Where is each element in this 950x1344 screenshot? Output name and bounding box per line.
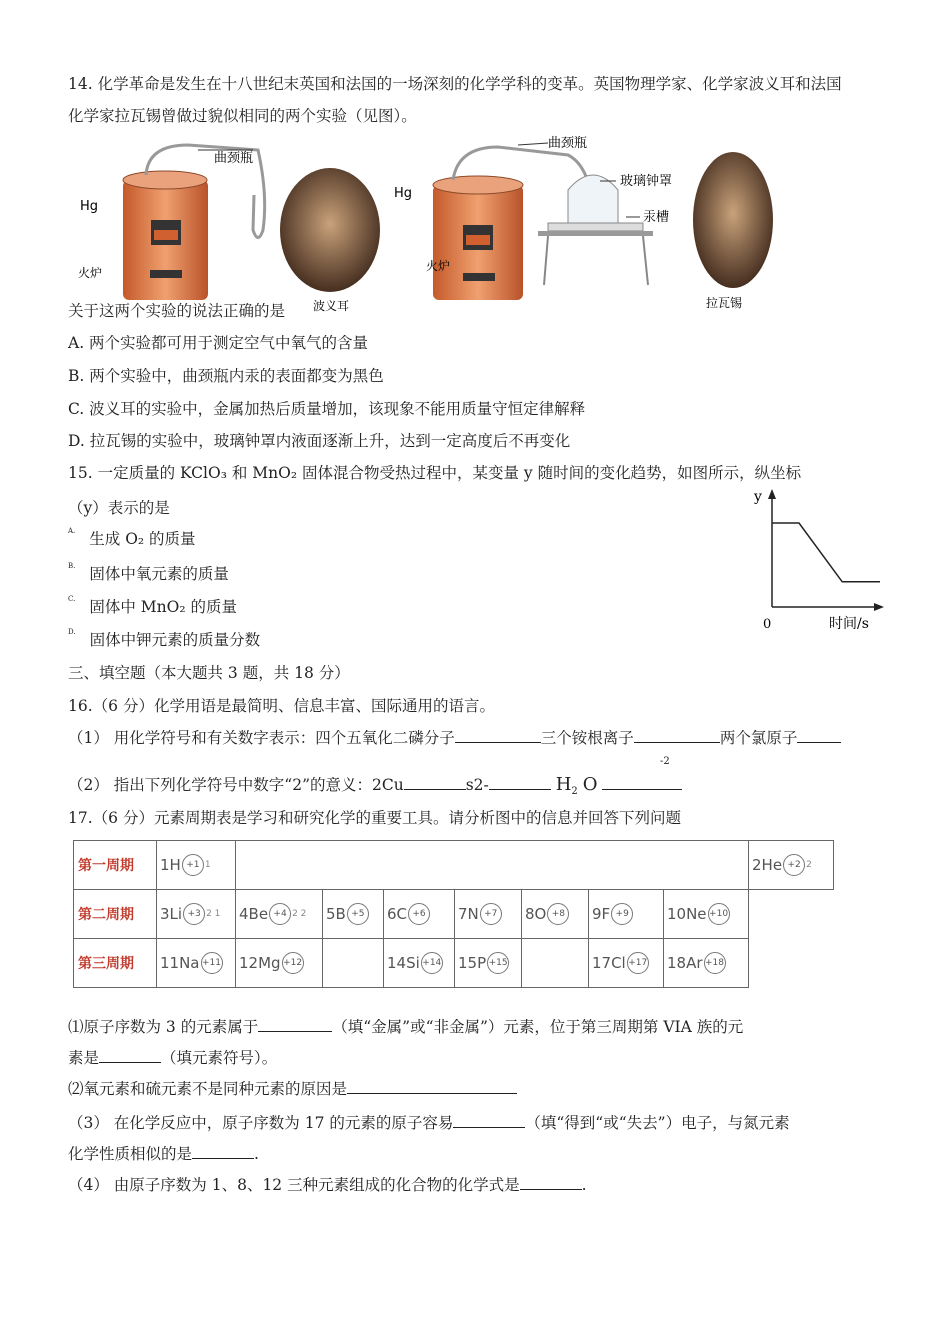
element-cell: 6C +6 — [384, 903, 454, 925]
left-person-label: 波义耳 — [313, 299, 350, 313]
q16-part1: （1） 用化学符号和有关数字表示：四个五氧化二磷分子 三个铵根离子 两个氯原子 — [68, 726, 841, 748]
answer-blank-formula[interactable] — [520, 1174, 582, 1190]
x-axis-label: 时间/s — [829, 616, 869, 632]
boyle-portrait — [280, 168, 380, 292]
periodic-table — [73, 840, 834, 988]
left-furnace-label: 火炉 — [78, 266, 103, 280]
answer-blank-p4o10[interactable] — [455, 727, 541, 743]
q15-stem-line1: 15. 一定质量的 KClO₃ 和 MnO₂ 固体混合物受热过程中，某变量 y 随时间的变化趋势，如图所示，纵坐标 — [68, 464, 802, 482]
element-cell: 5B +5 — [323, 903, 383, 925]
q15-graph — [745, 485, 890, 635]
answer-blank-s2[interactable] — [489, 774, 551, 790]
element-cell: 8O +8 — [522, 903, 588, 925]
q16-part2: （2） 指出下列化学符号中数字“2”的意义：2Cu s2- $H_2$ O — [68, 773, 682, 797]
mercury-trough — [548, 223, 643, 231]
y-axis-arrow — [768, 489, 776, 499]
empty-cell-13 — [323, 939, 384, 988]
element-cell: 11Na +11 — [160, 954, 221, 972]
answer-blank-element-symbol[interactable] — [99, 1047, 161, 1063]
right-bell-label: 玻璃钟罩 — [620, 174, 673, 189]
period-2-label: 第二周期 — [74, 890, 157, 939]
element-cell: 1H +1 1 — [160, 856, 211, 874]
empty-cell-16 — [522, 939, 589, 988]
period-1-row — [74, 841, 834, 890]
q15-option-a-letter: A. — [68, 527, 76, 535]
element-cell: 2He +2 2 — [752, 856, 812, 874]
answer-blank-metal[interactable] — [258, 1016, 332, 1032]
period-2-row — [74, 890, 834, 939]
period-3-label: 第三周期 — [74, 939, 157, 988]
element-cell: 7N +7 — [455, 903, 521, 925]
answer-blank-nh4[interactable] — [634, 727, 720, 743]
q16-stem: 16.（6 分）化学用语是最简明、信息丰富、国际通用的语言。 — [68, 697, 495, 715]
answer-blank-reason[interactable] — [347, 1078, 517, 1094]
lavoisier-portrait — [693, 152, 773, 288]
bell-jar — [568, 175, 618, 225]
q17-part4: （4） 由原子序数为 1、8、12 三种元素组成的化合物的化学式是 . — [68, 1176, 587, 1194]
q14-experiment-figure — [68, 135, 808, 320]
element-cell: 9F +9 — [589, 903, 663, 925]
q15-option-c[interactable]: $^{C.}$ 固体中 MnO₂ 的质量 — [68, 595, 237, 616]
q17-stem: 17.（6 分）元素周期表是学习和研究化学的重要工具。请分析图中的信息并回答下列问题 — [68, 809, 681, 827]
q14-option-b[interactable]: B. 两个实验中，曲颈瓶内汞的表面都变为黑色 — [68, 367, 384, 385]
q15-stem-line2: （y）表示的是 — [68, 499, 170, 517]
element-cell: 3Li +3 2 1 — [160, 905, 221, 923]
section-3-heading: 三、填空题（本大题共 3 题，共 18 分） — [68, 664, 350, 682]
q17-part2: ⑵氧元素和硫元素不是同种元素的原因是 — [68, 1077, 517, 1099]
q17-part3-line2: 化学性质相似的是 . — [68, 1145, 259, 1163]
period-1-gap — [236, 841, 749, 890]
q15-option-d-letter: D. — [68, 628, 76, 636]
y-axis-label: y — [754, 489, 762, 505]
answer-blank-2cu[interactable] — [404, 774, 466, 790]
q14-prompt: 关于这两个实验的说法正确的是 — [68, 302, 286, 320]
q17-part1-line1: ⑴原子序数为 3 的元素属于 （填“金属”或“非金属”）元素，位于第三周期第 VIA 族的元 — [68, 1018, 744, 1036]
q15-option-a[interactable]: $^{A.}$ 生成 O₂ 的质量 — [68, 527, 196, 548]
answer-blank-similar-element[interactable] — [192, 1143, 254, 1159]
q15-option-d[interactable]: $^{D.}$ 固体中钾元素的质量分数 — [68, 628, 261, 649]
y-series-line — [772, 523, 880, 582]
element-cell: 14Si +14 — [387, 954, 442, 972]
q14-stem-line2: 化学家拉瓦锡曾做过貌似相同的两个实验（见图）。 — [68, 107, 417, 125]
q14-stem-line1: 14. 化学革命是发生在十八世纪末英国和法国的一场深刻的化学学科的变革。英国物理学家、化学家波义耳和法国 — [68, 75, 842, 93]
element-cell: 15P +15 — [458, 954, 508, 972]
answer-blank-gain-lose[interactable] — [453, 1112, 525, 1128]
q14-option-c[interactable]: C. 波义耳的实验中，金属加热后质量增加，该现象不能用质量守恒定律解释 — [68, 400, 586, 418]
right-flask-label: 曲颈瓶 — [548, 136, 588, 151]
q16-superscript: -2 — [660, 756, 670, 767]
element-cell: 10Ne +10 — [667, 905, 729, 923]
q17-part3-line1: （3） 在化学反应中，原子序数为 17 的元素的原子容易 （填“得到“或“失去”）电子，与氮元素 — [68, 1114, 790, 1132]
answer-blank-h2o[interactable] — [602, 774, 682, 790]
right-hg-label: Hg — [394, 186, 413, 201]
element-cell: 12Mg +12 — [239, 954, 303, 972]
element-cell: 4Be +4 2 2 — [239, 905, 307, 923]
left-flask-label: 曲颈瓶 — [214, 151, 254, 166]
period-1-label: 第一周期 — [74, 841, 157, 890]
right-furnace-label: 火炉 — [426, 259, 451, 273]
q17-part1-line2: 素是 （填元素符号）。 — [68, 1049, 278, 1067]
q14-option-a[interactable]: A. 两个实验都可用于测定空气中氧气的含量 — [68, 334, 369, 352]
right-mercury-label: 汞槽 — [643, 210, 670, 225]
q14-option-d[interactable]: D. 拉瓦锡的实验中，玻璃钟罩内液面逐渐上升，达到一定高度后不再变化 — [68, 432, 571, 450]
origin-label: 0 — [763, 617, 772, 632]
answer-blank-cl[interactable] — [797, 727, 841, 743]
q15-option-b[interactable]: $^{B.}$ 固体中氧元素的质量 — [68, 562, 229, 583]
q15-option-b-letter: B. — [68, 562, 76, 570]
right-person-label: 拉瓦锡 — [706, 296, 743, 310]
x-axis-arrow — [874, 603, 884, 611]
period-3-row — [74, 939, 834, 988]
element-cell: 18Ar +18 — [667, 954, 725, 972]
left-hg-label: Hg — [80, 199, 99, 214]
q15-option-c-letter: C. — [68, 595, 76, 603]
element-cell: 17Cl +17 — [592, 954, 648, 972]
